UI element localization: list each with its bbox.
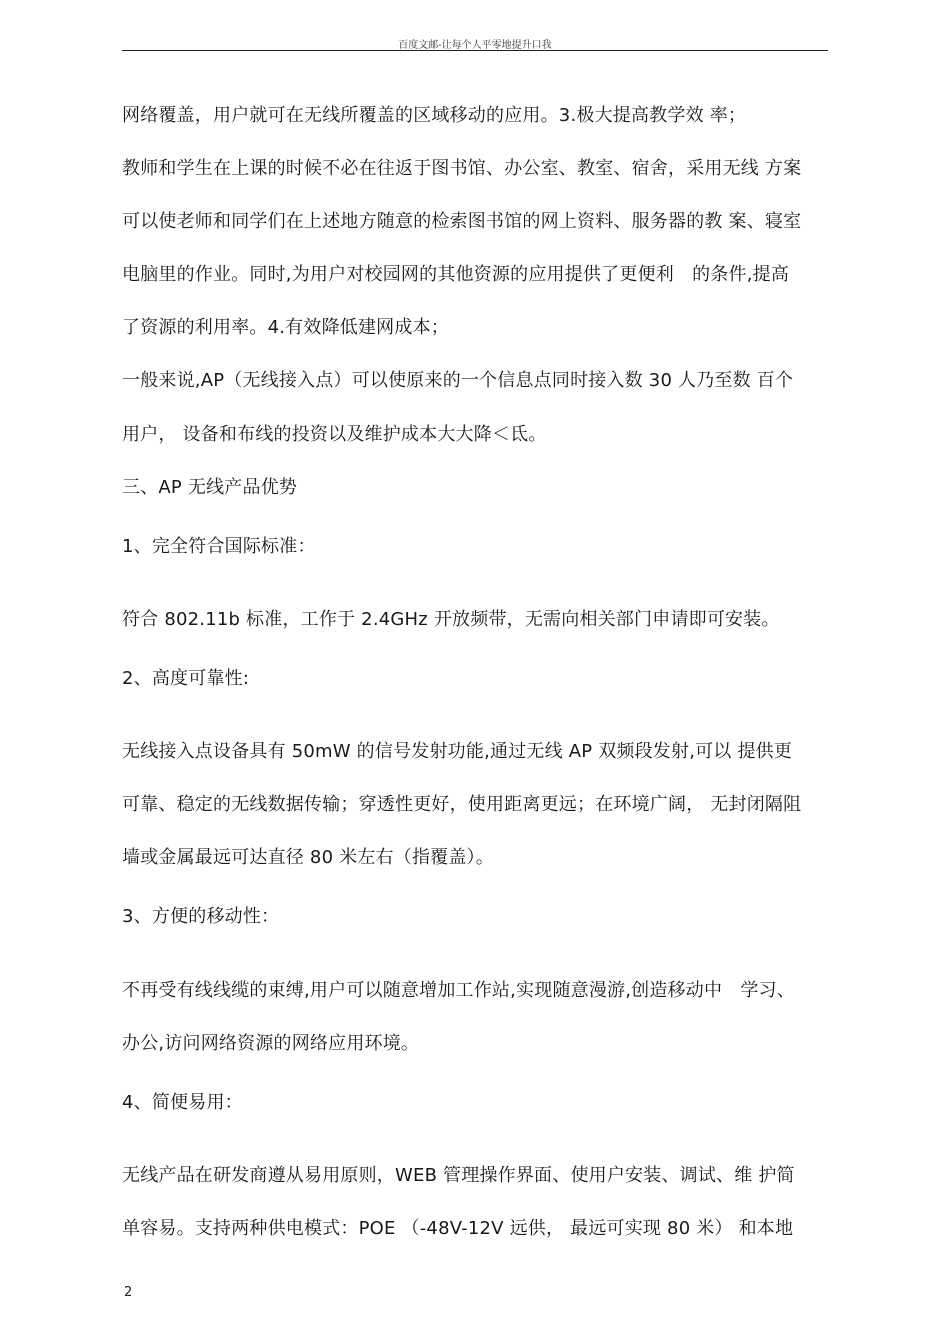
text-line: 一般来说,AP（无线接入点）可以使原来的一个信息点同时接入数 30 人乃至数 百个 bbox=[122, 370, 794, 391]
header-rule bbox=[122, 50, 828, 51]
subsection-heading: 3、方便的移动性： bbox=[122, 906, 280, 927]
page-number: 2 bbox=[124, 1285, 133, 1300]
text-line: 办公,访问网络资源的网络应用环境。 bbox=[122, 1033, 420, 1054]
text-line: 不再受有线线缆的束缚,用户可以随意增加工作站,实现随意漫游,创造移动中 学习、 bbox=[122, 980, 795, 1001]
subsection-heading: 1、完全符合国际标准： bbox=[122, 536, 316, 557]
text-line: 网络覆盖，用户就可在无线所覆盖的区域移动的应用。3.极大提高教学效 率； bbox=[122, 105, 747, 126]
text-line: 无线接入点设备具有 50mW 的信号发射功能,通过无线 AP 双频段发射,可以 提供更 bbox=[122, 741, 793, 762]
text-line: 可以使老师和同学们在上述地方随意的检索图书馆的网上资料、服务器的教 案、寝室 bbox=[122, 211, 802, 232]
subsection-heading: 2、高度可靠性: bbox=[122, 668, 250, 689]
page-header bbox=[0, 0, 950, 52]
subsection-heading: 4、简便易用： bbox=[122, 1092, 243, 1113]
text-line: 电脑里的作业。同时,为用户对校园网的其他资源的应用提供了更便利 的条件,提高 bbox=[122, 264, 790, 285]
header-text: 百度文邮-让每个人平零地提升口我 bbox=[398, 40, 552, 51]
text-line: 可靠、稳定的无线数据传输；穿透性更好，使用距离更远；在环境广阔， 无封闭隔阻 bbox=[122, 794, 802, 815]
text-line: 了资源的利用率。4.有效降低建网成本； bbox=[122, 317, 449, 338]
text-line: 墙或金属最远可达直径 80 米左右（指覆盖）。 bbox=[122, 847, 494, 868]
text-line: 用户， 设备和布线的投资以及维护成本大大降＜氐。 bbox=[122, 424, 547, 445]
text-line: 符合 802.11b 标准，工作于 2.4GHz 开放频带，无需向相关部门申请即可安装。 bbox=[122, 609, 780, 630]
text-line: 教师和学生在上课的时候不必在往返于图书馆、办公室、教室、宿舍，采用无线 方案 bbox=[122, 158, 802, 179]
section-heading: 三、AP 无线产品优势 bbox=[122, 477, 298, 498]
text-line: 无线产品在研发商遵从易用原则，WEB 管理操作界面、使用户安装、调试、维 护简 bbox=[122, 1165, 795, 1186]
text-line: 单容易。支持两种供电模式：POE （-48V-12V 远供， 最远可实现 80 米） 和本地 bbox=[122, 1218, 794, 1239]
